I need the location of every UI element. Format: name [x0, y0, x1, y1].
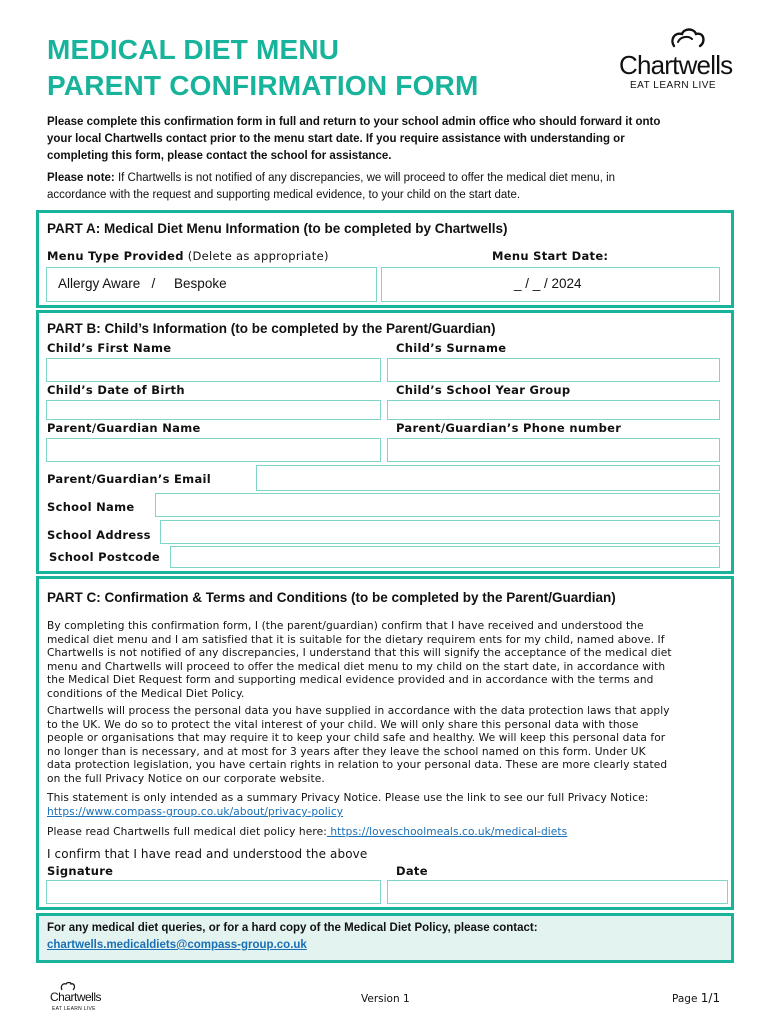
school-name-input[interactable] — [155, 493, 720, 517]
school-postcode-label: School Postcode — [49, 550, 160, 564]
school-address-input[interactable] — [160, 520, 720, 544]
page-number: 1/1 — [700, 991, 721, 1005]
confirmation-line: menu and Chartwells will proceed to offer the medical diet menu to my child on the start date, in accordance with — [47, 660, 666, 673]
intro-line-2: your local Chartwells contact prior to the menu start date. If you require assistance with understanding or — [47, 133, 625, 145]
dob-label: Child’s Date of Birth — [47, 383, 185, 397]
signature-input[interactable] — [46, 880, 381, 904]
confirm-statement: I confirm that I have read and understood the above — [47, 847, 368, 861]
part-b-heading: PART B: Child’s Information (to be completed by the Parent/Guardian) — [47, 321, 496, 336]
form-title-line1: MEDICAL DIET MENU — [47, 34, 340, 65]
chef-hat-icon — [668, 26, 708, 52]
privacy-paragraph — [47, 705, 727, 787]
intro-line-1: Please complete this confirmation form in full and return to your school admin office who should forward it onto — [47, 116, 661, 128]
contact-email-link[interactable]: chartwells.medicaldiets@compass-group.co.uk — [47, 939, 307, 951]
date-label: Date — [396, 864, 428, 878]
note-label: Please note: — [47, 172, 115, 184]
parent-phone-label: Parent/Guardian’s Phone number — [396, 421, 622, 435]
menu-type-label-text: Menu Type Provided — [47, 249, 184, 263]
menu-type-label — [47, 249, 329, 263]
surname-label: Child’s Surname — [396, 341, 507, 355]
contact-panel — [36, 913, 734, 963]
school-postcode-input[interactable] — [170, 546, 720, 568]
confirmation-line: By completing this confirmation form, I (the parent/guardian) confirm that I have received and understood the — [47, 620, 644, 632]
parent-email-input[interactable] — [256, 465, 720, 491]
note-line-2: accordance with the request and supporting medical evidence, to your child on the start date. — [47, 189, 521, 201]
logo-wordmark: Chartwells — [619, 50, 733, 80]
year-group-label: Child’s School Year Group — [396, 383, 571, 397]
page-label: Page — [672, 993, 701, 1005]
privacy-line: people or organisations that may require it to keep your child safe and healthy. We will keep this personal data for — [47, 732, 666, 745]
first-name-input[interactable] — [46, 358, 381, 382]
medical-diets-link[interactable]: https://loveschoolmeals.co.uk/medical-diets — [326, 826, 568, 838]
summary-notice: This statement is only intended as a summary Privacy Notice. Please use the link to see our full Privacy Notice: — [47, 792, 649, 804]
part-a-heading: PART A: Medical Diet Menu Information (to be completed by Chartwells) — [47, 221, 508, 236]
signature-label: Signature — [47, 864, 114, 878]
confirmation-line: the Medical Diet Request form and supporting medical evidence provided and in accordance with the terms and — [47, 674, 654, 687]
privacy-line: on the full Privacy Notice on our corporate website. — [47, 772, 325, 785]
privacy-policy-link[interactable]: https://www.compass-group.co.uk/about/privacy-policy — [47, 806, 344, 818]
footer-logo-tagline: EAT LEARN LIVE — [52, 1006, 96, 1012]
confirmation-line: Chartwells is not notified of any discrepancies, I understand that this will signify the acceptance of the medical diet — [47, 647, 672, 660]
note-text-1: If Chartwells is not notified of any discrepancies, we will proceed to offer the medical diet menu, in — [114, 172, 616, 184]
intro-line-3: completing this form, please contact the school for assistance. — [47, 150, 392, 162]
parent-phone-input[interactable] — [387, 438, 720, 462]
privacy-line: to the UK. We do so to protect the vital interest of your child. We will only share this personal data with those — [47, 718, 639, 731]
contact-text: For any medical diet queries, or for a hard copy of the Medical Diet Policy, please contact: — [47, 922, 538, 934]
menu-type-hint: (Delete as appropriate) — [183, 249, 329, 263]
policy-text: Please read Chartwells full medical diet policy here: — [47, 826, 327, 838]
start-date-value: _ / _ / 2024 — [514, 276, 582, 291]
school-address-label: School Address — [47, 528, 151, 542]
parent-name-label: Parent/Guardian Name — [47, 421, 201, 435]
surname-input[interactable] — [387, 358, 720, 382]
confirmation-paragraph — [47, 620, 727, 702]
privacy-line: Chartwells will process the personal data you have supplied in accordance with the data protection laws that apply — [47, 705, 670, 717]
first-name-label: Child’s First Name — [47, 341, 172, 355]
dob-input[interactable] — [46, 400, 381, 420]
menu-type-value: Allergy Aware / Bespoke — [58, 276, 227, 291]
logo-tagline: EAT LEARN LIVE — [630, 80, 717, 91]
policy-line — [47, 826, 727, 840]
page-indicator — [672, 991, 720, 1005]
confirmation-line: conditions of the Medical Diet Policy. — [47, 687, 245, 700]
note-line-1 — [47, 170, 727, 187]
privacy-line: no longer than is necessary, and at most for 3 years after they leave the school named on this form. Under UK — [47, 745, 646, 758]
privacy-link-line — [47, 806, 727, 820]
footer-logo-wordmark: Chartwells — [50, 990, 102, 1004]
confirmation-line: medical diet menu and I am satisfied that it is suitable for the dietary requirem ents for my child, named above. If — [47, 633, 665, 646]
privacy-line: data protection legislation, you have certain rights in relation to your personal data. These are more clearly stated — [47, 759, 668, 772]
parent-email-label: Parent/Guardian’s Email — [47, 472, 212, 486]
year-group-input[interactable] — [387, 400, 720, 420]
version-label: Version 1 — [361, 993, 410, 1005]
part-c-heading: PART C: Confirmation & Terms and Conditions (to be completed by the Parent/Guardian) — [47, 590, 616, 605]
school-name-label: School Name — [47, 500, 135, 514]
start-date-label: Menu Start Date: — [492, 249, 609, 263]
form-title-line2: PARENT CONFIRMATION FORM — [47, 70, 479, 101]
date-input[interactable] — [387, 880, 728, 904]
parent-name-input[interactable] — [46, 438, 381, 462]
